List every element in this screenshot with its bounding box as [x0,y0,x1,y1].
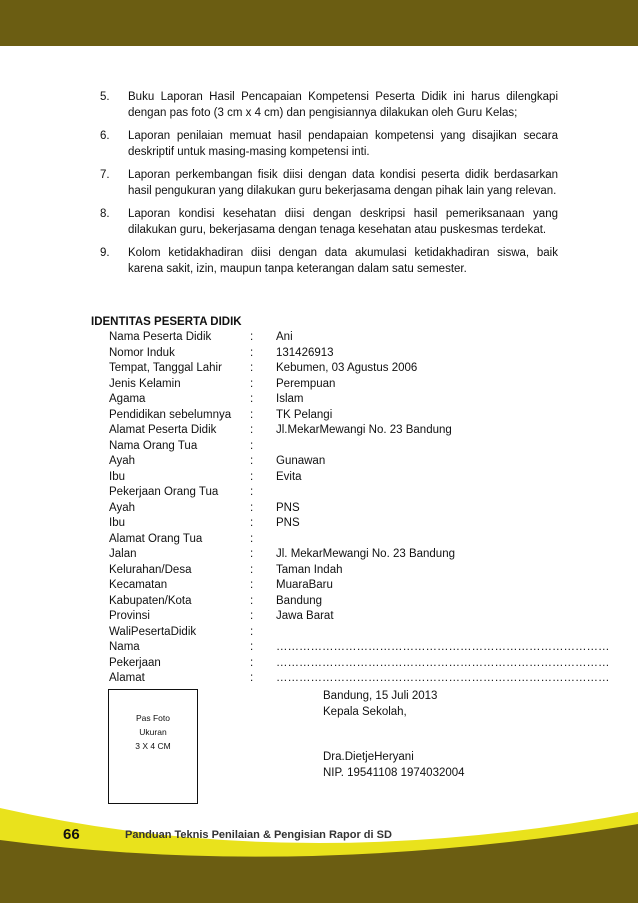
identity-label: Nama [109,641,140,653]
identity-label: Agama [109,393,146,405]
identity-value: Ani [276,331,293,343]
list-item [100,89,558,121]
identity-separator: : [250,501,254,514]
identity-label: Alamat [109,672,145,684]
identity-row [91,330,610,346]
identity-value: Taman Indah [276,563,343,576]
identity-value: …………………………………………………………………………… [276,641,610,653]
list-item-number: 9. [100,247,110,259]
identity-separator: : [250,439,254,452]
identity-label: Kecamatan [109,579,168,591]
identity-row [91,516,610,532]
identity-row [91,454,610,470]
identity-separator: : [250,346,254,359]
identity-row [91,361,610,377]
identity-separator: : [250,656,254,669]
identity-row [91,594,610,610]
photo-caption [109,711,197,753]
identity-separator: : [250,579,254,591]
identity-separator: : [250,393,254,405]
list-item-number: 7. [100,169,110,181]
photo-box [108,689,198,804]
signature-role: Kepala Sekolah, [323,705,407,718]
list-item [100,245,558,277]
identity-value: Jl. MekarMewangi No. 23 Bandung [276,548,455,560]
identity-separator: : [250,548,254,560]
identity-row [91,485,610,501]
photo-caption-line: 3 X 4 CM [135,741,171,751]
signature-nip: NIP. 19541108 1974032004 [323,766,465,779]
identity-value: Islam [276,393,304,405]
identity-separator: : [250,362,254,374]
identity-row [91,656,610,672]
identity-label: Pekerjaan Orang Tua [109,486,219,498]
list-item-number: 5. [100,91,110,103]
identity-separator: : [250,610,254,622]
page-number: 66 [63,826,80,843]
identity-label: Alamat Peserta Didik [109,424,217,436]
identity-row [91,609,610,625]
identity-separator: : [250,532,254,545]
list-item [100,167,558,199]
identity-label: Jalan [109,548,137,560]
identity-label: Kelurahan/Desa [109,563,192,576]
identity-label: Pendidikan sebelumnya [109,408,232,421]
identity-value: Evita [276,470,302,483]
identity-separator: : [250,625,254,638]
identity-table [91,330,610,687]
identity-section [91,314,610,687]
identity-value: TK Pelangi [276,408,333,421]
identity-row [91,532,610,548]
identity-row [91,578,610,594]
footer-decoration [0,790,638,903]
identity-heading: IDENTITAS PESERTA DIDIK [91,316,242,328]
identity-row [91,346,610,362]
identity-value: MuaraBaru [276,579,333,591]
identity-label: Jenis Kelamin [109,377,181,390]
photo-caption-line: Ukuran [139,727,167,737]
list-item-number: 8. [100,208,110,220]
list-item-text: Buku Laporan Hasil Pencapaian Kompetensi Peserta Didik ini harus dilengkapi dengan pas foto (3 cm x 4 cm) dan pengisiannya dilakukan oleh Guru Kelas; [128,91,558,119]
identity-separator: : [250,672,254,684]
identity-separator: : [250,377,254,390]
identity-value: …………………………………………………………………………… [276,656,610,669]
identity-separator: : [250,470,254,483]
identity-separator: : [250,517,254,529]
header-band [0,0,638,46]
identity-value: Jl.MekarMewangi No. 23 Bandung [276,424,452,436]
identity-label: Tempat, Tanggal Lahir [109,362,222,374]
identity-value: 131426913 [276,346,334,359]
identity-row [91,501,610,517]
identity-label: Ayah [109,455,136,467]
identity-row [91,563,610,579]
identity-row [91,423,610,439]
identity-label: Alamat Orang Tua [109,532,203,545]
identity-label: Nomor Induk [109,346,175,359]
identity-value: Bandung [276,594,323,607]
identity-label: Nama Peserta Didik [109,331,212,343]
footer-title: Panduan Teknis Penilaian & Pengisian Rapor di SD [125,829,392,841]
identity-label: WaliPesertaDidik [109,625,197,638]
identity-label: Ibu [109,470,125,483]
identity-row [91,408,610,424]
identity-label: Ayah [109,501,136,514]
identity-value: PNS [276,501,300,514]
identity-value: PNS [276,517,300,529]
identity-separator: : [250,408,254,421]
identity-label: Provinsi [109,610,150,622]
list-item [100,128,558,160]
identity-separator: : [250,331,254,343]
identity-value: Gunawan [276,455,326,467]
list-item [100,206,558,238]
identity-row [91,547,610,563]
identity-label: Pekerjaan [109,656,161,669]
list-item-text: Laporan perkembangan fisik diisi dengan data kondisi peserta didik berdasarkan hasil pengukuran yang dilakukan guru bekerjasama dengan pihak lain yang relevan. [128,169,558,197]
list-item-text: Laporan kondisi kesehatan diisi dengan deskripsi hasil pemeriksanaan yang dilakukan guru, bekerjasama dengan tenaga kesehatan atau puskesmas terdekat. [128,208,558,236]
identity-separator: : [250,641,254,653]
identity-value: Kebumen, 03 Agustus 2006 [276,362,418,374]
signature-block [323,689,465,781]
photo-caption-line: Pas Foto [135,713,171,723]
identity-row [91,671,610,687]
identity-value: …………………………………………………………………………… [276,672,610,684]
identity-row [91,392,610,408]
identity-label: Ibu [109,517,125,529]
identity-separator: : [250,486,254,498]
identity-separator: : [250,455,254,467]
identity-separator: : [250,594,254,607]
identity-row [91,470,610,486]
identity-row [91,625,610,641]
identity-row [91,377,610,393]
signature-place-date: Bandung, 15 Juli 2013 [323,690,438,702]
identity-value: Perempuan [276,377,336,390]
identity-value: Jawa Barat [276,610,334,622]
identity-separator: : [250,563,254,576]
signature-name: Dra.DietjeHeryani [323,751,414,763]
identity-separator: : [250,424,254,436]
list-item-number: 6. [100,130,110,142]
instruction-list [100,89,558,284]
identity-label: Nama Orang Tua [109,439,198,452]
identity-row [91,640,610,656]
identity-row [91,439,610,455]
identity-label: Kabupaten/Kota [109,594,192,607]
list-item-text: Kolom ketidakhadiran diisi dengan data akumulasi ketidakhadiran siswa, baik karena sakit, izin, maupun tanpa keterangan dalam satu semester. [128,247,558,275]
list-item-text: Laporan penilaian memuat hasil pendapaian kompetensi yang disajikan secara deskriptif untuk masing-masing kompetensi inti. [128,130,558,158]
